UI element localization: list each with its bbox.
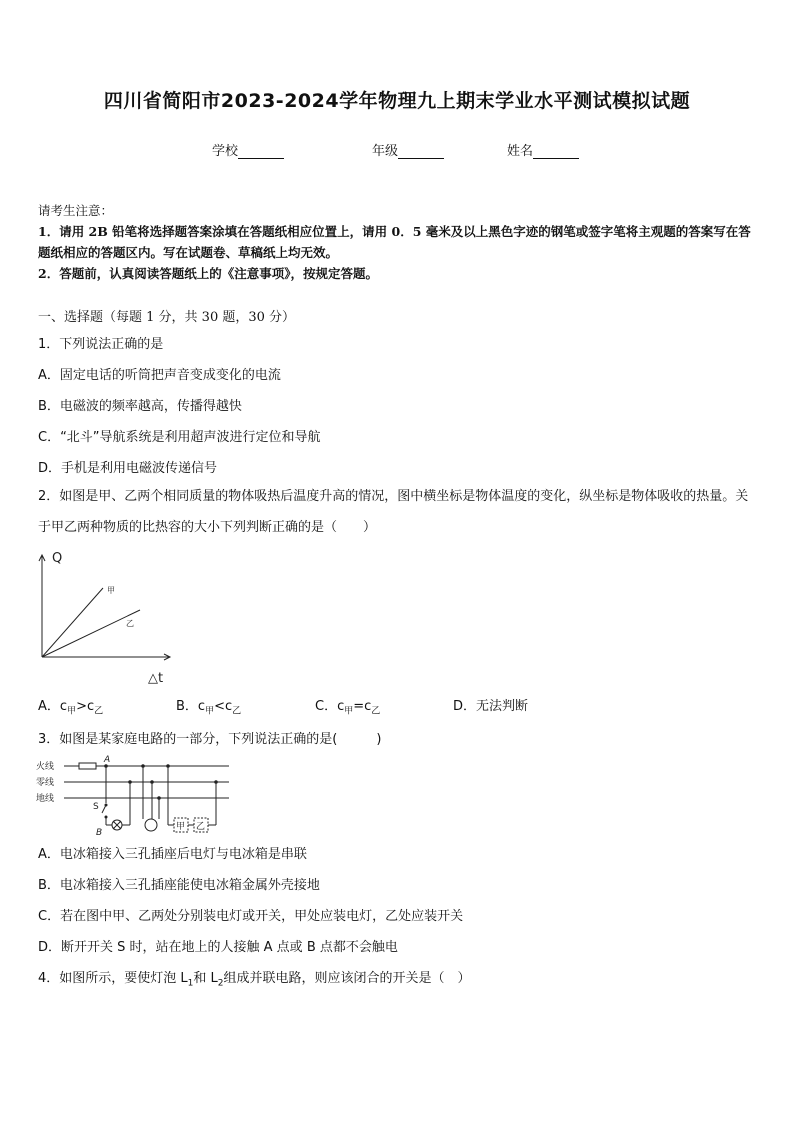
q1-option-d: D．手机是利用电磁波传递信号	[38, 461, 218, 476]
line-jia	[42, 588, 103, 657]
q2-heat-graph	[30, 545, 180, 687]
q4-stem-post: 组成并联电路，则应该闭合的开关是（ ）	[223, 971, 471, 986]
q2-a-mid: >c	[76, 699, 95, 714]
notice-item-2: 2．答题前，认真阅读答题纸上的《注意事项》，按规定答题。	[38, 266, 378, 281]
node-socket-ground	[157, 796, 161, 800]
grade-label: 年级	[372, 144, 399, 159]
q-axis-label: Q	[52, 551, 63, 566]
q2-c-mid: =c	[353, 699, 372, 714]
q2-b-prefix: B．c	[176, 699, 206, 714]
q2-b-sub2: 乙	[232, 706, 242, 717]
ground-wire-label: 地线	[36, 794, 55, 804]
q2-stem: 2．如图是甲、乙两个相同质量的物体吸热后温度升高的情况，图中横坐标是物体温度的变化，纵坐标是物体吸收的热量。关于甲乙两种物质的比热容的大小下列判断正确的是（ ）	[38, 489, 749, 535]
live-wire-label: 火线	[36, 762, 55, 772]
q3-stem: 3．如图是某家庭电路的一部分，下列说法正确的是( )	[38, 732, 382, 747]
school-blank	[238, 144, 284, 159]
q2-b-sub1: 甲	[205, 706, 215, 717]
box-jia-label: 甲	[176, 822, 186, 832]
node-lamp-neutral	[128, 780, 132, 784]
q1-option-a: A．固定电话的听筒把声音变成变化的电流	[38, 368, 281, 383]
q3-circuit-diagram	[34, 753, 234, 837]
q2-option-d: D．无法判断	[453, 699, 529, 714]
notice-block	[38, 200, 760, 284]
box-yi-label: 乙	[196, 822, 206, 832]
switch-pivot	[105, 804, 108, 807]
q2-c-sub2: 乙	[371, 706, 381, 717]
name-label: 姓名	[507, 144, 534, 159]
q1-option-c: C．“北斗”导航系统是利用超声波进行定位和导航	[38, 430, 321, 445]
q3-option-c: C．若在图中甲、乙两处分别装电灯或开关，甲处应装电灯，乙处应装开关	[38, 909, 464, 924]
q2-c-prefix: C．c	[315, 699, 345, 714]
school-label: 学校	[212, 144, 239, 159]
q2-c-sub1: 甲	[344, 706, 354, 717]
name-blank	[533, 144, 579, 159]
socket-icon	[145, 819, 157, 831]
name-field	[507, 140, 579, 159]
q2-option-b	[176, 695, 241, 717]
q2-option-a	[38, 695, 103, 717]
q2-b-mid: <c	[214, 699, 233, 714]
q3-option-b: B．电冰箱接入三孔插座能使电冰箱金属外壳接地	[38, 878, 320, 893]
q2-a-sub1: 甲	[67, 706, 77, 717]
switch-contact	[105, 816, 108, 819]
page-title: 四川省简阳市2023-2024学年物理九上期末学业水平测试模拟试题	[103, 90, 691, 112]
q2-a-sub2: 乙	[94, 706, 104, 717]
line-yi	[42, 610, 140, 657]
grade-field	[372, 140, 444, 159]
dt-axis-label: △t	[148, 671, 164, 686]
grade-blank	[398, 144, 444, 159]
section-heading: 一、选择题（每题 1 分，共 30 题，30 分）	[38, 310, 296, 325]
notice-item-1: 1．请用 2B 铅笔将选择题答案涂填在答题纸相应位置上，请用 0．5 毫米及以上黑色字迹的钢笔或签字笔将主观题的答案写在答题纸相应的答题区内。写在试题卷、草稿纸上均无效。	[38, 224, 751, 260]
school-field	[212, 140, 284, 159]
q1-stem: 1．下列说法正确的是	[38, 337, 164, 352]
node-socket-neutral	[150, 780, 154, 784]
node-socket-live	[141, 764, 145, 768]
q4-stem	[38, 967, 471, 989]
q4-stem-pre: 4．如图所示，要使灯泡 L	[38, 971, 188, 986]
q3-option-d: D．断开开关 S 时，站在地上的人接触 A 点或 B 点都不会触电	[38, 940, 398, 955]
q2-a-prefix: A．c	[38, 699, 68, 714]
line-jia-label: 甲	[107, 586, 115, 595]
q4-stem-mid: 和 L	[193, 971, 218, 986]
q2-option-c	[315, 695, 380, 717]
q1-option-b: B．电磁波的频率越高，传播得越快	[38, 399, 242, 414]
line-yi-label: 乙	[126, 619, 134, 628]
node-branch-2	[166, 764, 170, 768]
q3-option-a: A．电冰箱接入三孔插座后电灯与电冰箱是串联	[38, 847, 307, 862]
point-a-label: A	[104, 755, 111, 765]
fuse	[79, 763, 96, 769]
neutral-wire-label: 零线	[36, 778, 55, 788]
q4-sub-2: 2	[217, 978, 224, 989]
q4-sub-1: 1	[187, 978, 194, 989]
point-b-label: B	[96, 828, 103, 837]
notice-heading: 请考生注意：	[38, 203, 114, 218]
switch-label: S	[93, 802, 99, 812]
node-branch-2-return	[214, 780, 218, 784]
